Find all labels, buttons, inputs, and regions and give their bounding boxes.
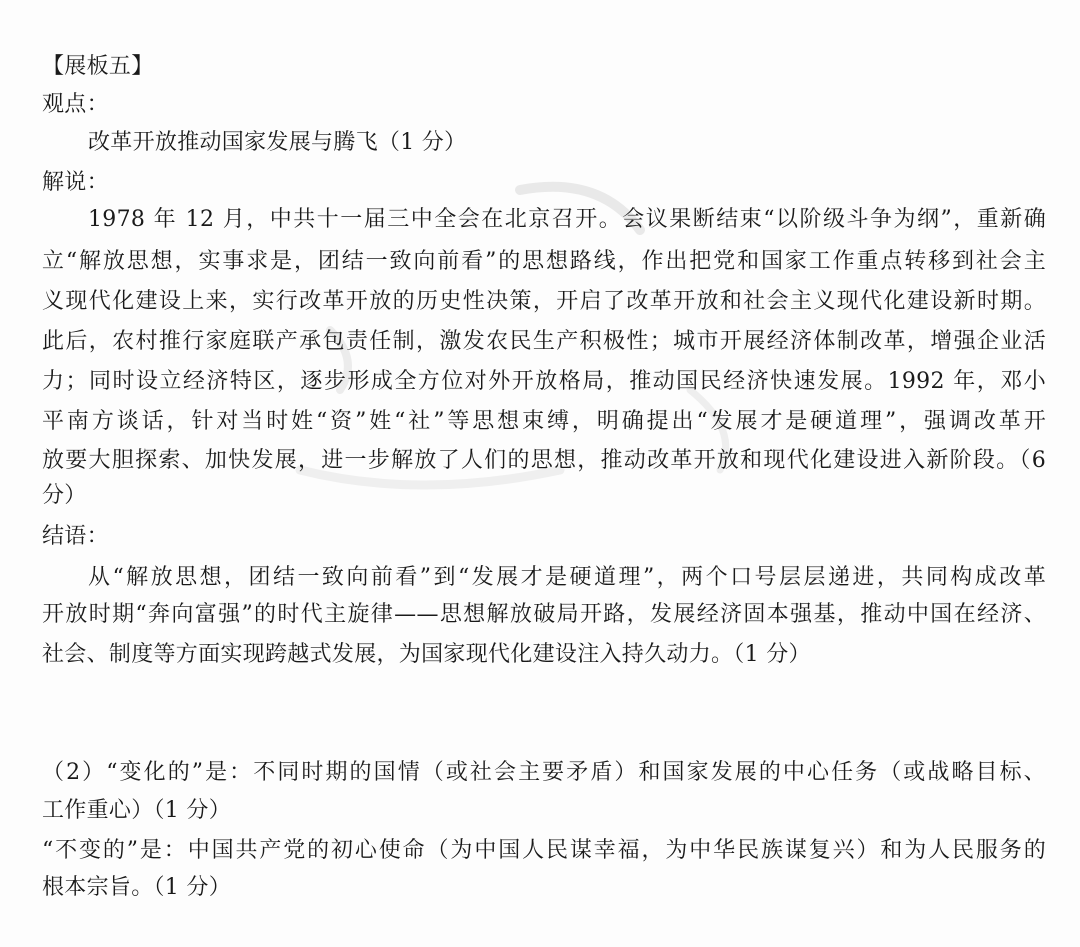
explanation-line: 1978 年 12 月，中共十一届三中全会在北京召开。会议果断结束“以阶级斗争为纲”，重新确: [88, 207, 1046, 232]
explanation-line: 平南方谈话，针对当时姓“资”姓“社”等思想束缚，明确提出“发展才是硬道理”，强调改革开: [42, 409, 1046, 434]
conclusion-line: 开放时期“奔向富强”的时代主旋律——思想解放破局开路，发展经济固本强基，推动中国在经济、: [42, 602, 1046, 627]
q2-line: （2）“变化的”是：不同时期的国情（或社会主要矛盾）和国家发展的中心任务（或战略目标、: [42, 760, 1046, 785]
conclusion-line: 从“解放思想，团结一致向前看”到“发展才是硬道理”，两个口号层层递进，共同构成改革: [88, 565, 1046, 590]
q2-line: “不变的”是：中国共产党的初心使命（为中国人民谋幸福，为中华民族谋复兴）和为人民服务的: [42, 838, 1046, 863]
explanation-label: 解说：: [42, 170, 109, 195]
conclusion-label: 结语：: [42, 524, 109, 549]
q2-line: 根本宗旨。（1 分）: [42, 875, 231, 900]
conclusion-line: 社会、制度等方面实现跨越式发展，为国家现代化建设注入持久动力。（1 分）: [42, 642, 811, 667]
panel-title: 【展板五】: [42, 54, 154, 79]
viewpoint-text: 改革开放推动国家发展与腾飞（1 分）: [88, 130, 467, 155]
viewpoint-label: 观点：: [42, 92, 109, 117]
explanation-line: 力；同时设立经济特区，逐步形成全方位对外开放格局，推动国民经济快速发展。1992 年，邓小: [42, 369, 1046, 394]
explanation-line: 分）: [42, 483, 87, 508]
explanation-line: 此后，农村推行家庭联产承包责任制，激发农民生产积极性；城市开展经济体制改革，增强企业活: [42, 329, 1046, 354]
explanation-line: 义现代化建设上来，实行改革开放的历史性决策，开启了改革开放和社会主义现代化建设新时期。: [42, 289, 1046, 314]
explanation-line: 放要大胆探索、加快发展，进一步解放了人们的思想，推动改革开放和现代化建设进入新阶段。（6: [42, 448, 1046, 473]
q2-line: 工作重心）（1 分）: [42, 798, 231, 823]
explanation-line: 立“解放思想，实事求是，团结一致向前看”的思想路线，作出把党和国家工作重点转移到社会主: [42, 249, 1046, 274]
